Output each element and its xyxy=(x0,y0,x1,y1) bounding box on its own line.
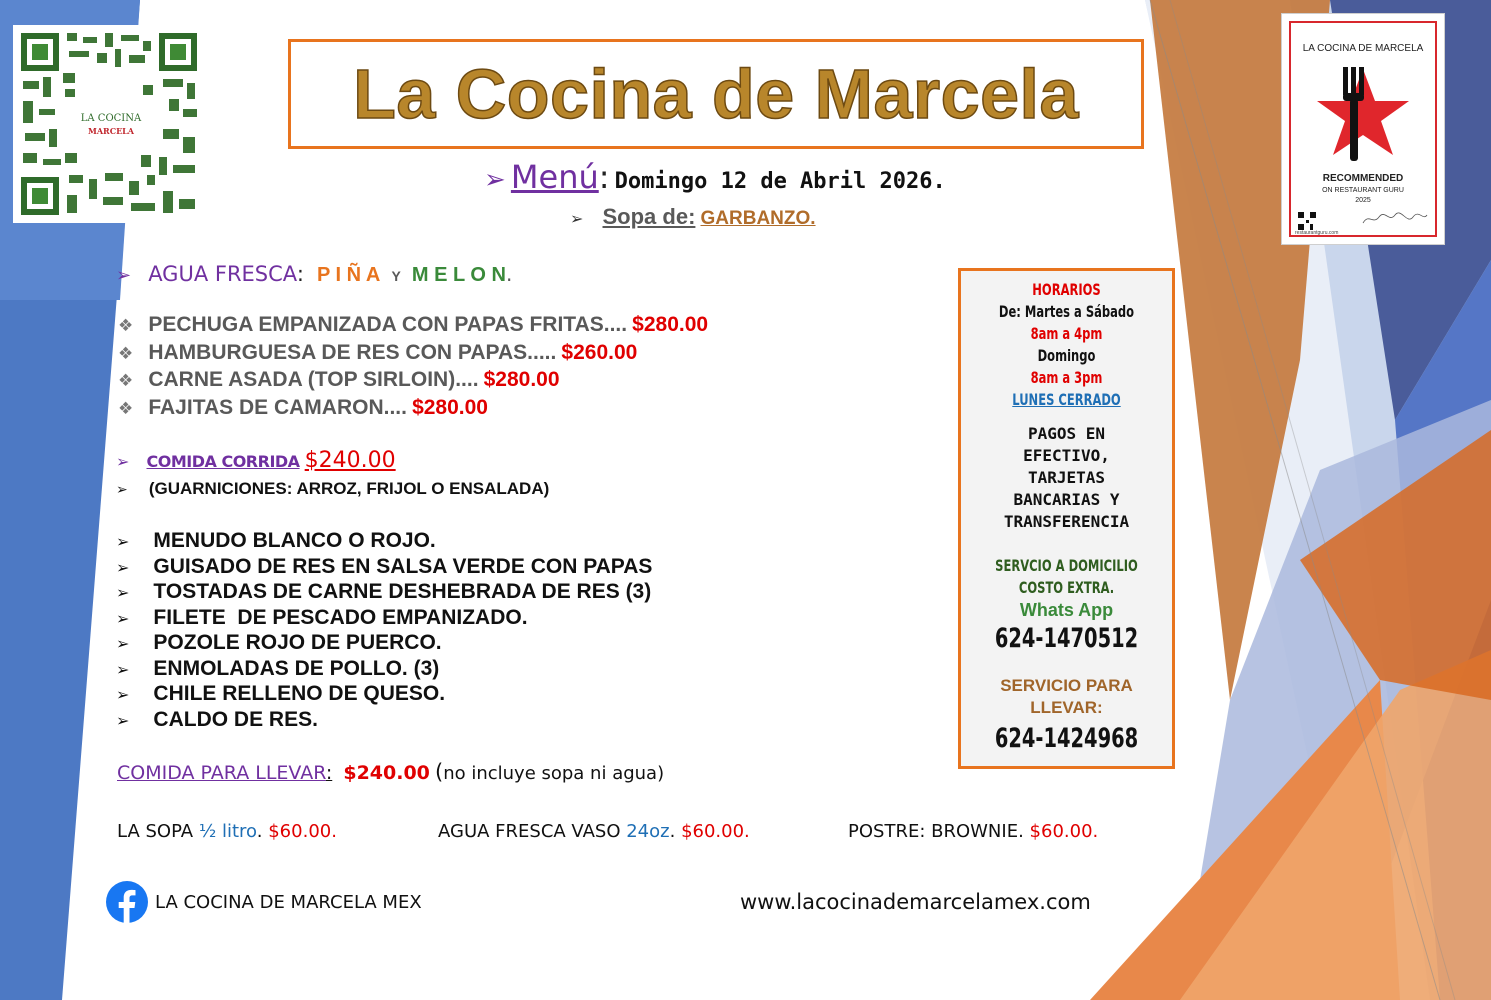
agua-label: AGUA FRESCA xyxy=(148,262,297,286)
dish-item xyxy=(116,631,652,657)
page-title: La Cocina de Marcela xyxy=(353,55,1079,133)
dish-item xyxy=(116,682,652,708)
special-item xyxy=(118,341,708,368)
arrow-icon: ➢ xyxy=(116,659,130,679)
hours-time2: 8am a 3pm xyxy=(1030,368,1103,387)
soup-value: GARBANZO. xyxy=(700,208,816,229)
llevar-label: COMIDA PARA LLEVAR xyxy=(117,762,326,784)
hours-closed: LUNES CERRADO xyxy=(1012,390,1121,409)
special-item xyxy=(118,368,708,396)
llevar-note: no incluye sopa ni agua) xyxy=(443,763,665,784)
extras-sopa: LA SOPA ½ litro. $60.00. xyxy=(117,821,337,842)
qr-logo-line2: MARCELA xyxy=(87,126,134,136)
facebook-link[interactable] xyxy=(106,881,422,923)
agua-vaso-label: AGUA FRESCA VASO xyxy=(438,821,621,842)
soup-line xyxy=(570,204,816,230)
postre-price: $60.00. xyxy=(1029,821,1099,842)
payments-line: BANCARIAS Y xyxy=(1013,490,1120,509)
delivery-line2: COSTO EXTRA. xyxy=(1018,578,1115,597)
hours-days1: De: Martes a Sábado xyxy=(998,302,1135,321)
dish-item xyxy=(116,657,652,683)
payments-line: EFECTIVO, xyxy=(1023,446,1110,465)
dish-name: ENMOLADAS DE POLLO. (3) xyxy=(153,656,440,680)
garniciones-line xyxy=(116,479,549,499)
hours-title: HORARIOS xyxy=(1032,280,1101,299)
agua-flavor-melon: M E L O N xyxy=(411,264,506,286)
badge-frame xyxy=(1289,21,1437,237)
llevar-price: $240.00 xyxy=(343,762,430,784)
badge-recommended: RECOMMENDED xyxy=(1322,173,1404,184)
special-name: FAJITAS DE CAMARON.... xyxy=(148,396,407,419)
specials-list xyxy=(118,313,708,423)
dish-name: CALDO DE RES. xyxy=(153,707,318,731)
arrow-icon: ➢ xyxy=(116,265,132,286)
menu-date-line xyxy=(484,158,946,196)
arrow-icon: ➢ xyxy=(116,557,130,577)
menu-date: Domingo 12 de Abril 2026. xyxy=(614,169,946,194)
agua-flavor-pina: P I Ñ A xyxy=(316,264,381,286)
special-price: $260.00 xyxy=(561,341,638,364)
agua-and: Y xyxy=(391,268,401,284)
special-item xyxy=(118,313,708,341)
dish-item xyxy=(116,529,652,555)
special-item xyxy=(118,396,708,423)
comida-corrida-line xyxy=(116,448,396,473)
arrow-icon: ➢ xyxy=(116,452,130,471)
delivery-line1: SERVCIO A DOMICILIO xyxy=(995,556,1138,575)
takeout-block xyxy=(961,675,1172,719)
dishes-list xyxy=(116,529,652,733)
arrow-icon: ➢ xyxy=(116,608,130,628)
dish-name: GUISADO DE RES EN SALSA VERDE CON PAPAS xyxy=(153,554,653,578)
dish-item xyxy=(116,606,652,632)
extras-postre xyxy=(848,821,1098,842)
whatsapp-label: Whats App xyxy=(1019,600,1114,620)
comida-corrida-price: $240.00 xyxy=(304,448,396,473)
whatsapp-phone[interactable]: 624-1470512 xyxy=(994,623,1139,654)
payments-block xyxy=(961,423,1172,533)
payments-line: TRANSFERENCIA xyxy=(1003,512,1130,531)
takeout-phone[interactable]: 624-1424968 xyxy=(994,723,1139,754)
diamond-bullet-icon: ❖ xyxy=(118,344,134,364)
fork-star-icon xyxy=(1313,63,1413,163)
badge-site: restaurantguru.com xyxy=(1295,230,1339,236)
menu-colon: : xyxy=(598,158,610,196)
dish-item xyxy=(116,555,652,581)
llevar-paren: ( xyxy=(434,760,444,784)
special-name: PECHUGA EMPANIZADA CON PAPAS FRITAS.... xyxy=(148,313,628,336)
qr-code[interactable] xyxy=(13,25,205,223)
special-price: $280.00 xyxy=(412,396,488,419)
arrow-icon: ➢ xyxy=(116,710,130,730)
website-link[interactable]: www.lacocinademarcelamex.com xyxy=(740,890,1091,914)
arrow-icon: ➢ xyxy=(570,209,584,228)
hours-time1: 8am a 4pm xyxy=(1030,324,1103,343)
signature-icon xyxy=(1361,211,1429,227)
arrow-icon: ➢ xyxy=(116,634,130,653)
badge-name: LA COCINA DE MARCELA xyxy=(1302,43,1424,54)
extras-agua: AGUA FRESCA VASO 24oz. $60.00. xyxy=(438,821,750,842)
facebook-label: LA COCINA DE MARCELA MEX xyxy=(155,891,422,913)
payments-line: PAGOS EN xyxy=(1027,424,1106,443)
arrow-icon: ➢ xyxy=(484,165,506,195)
payments-line: TARJETAS xyxy=(1027,468,1106,487)
takeout-line: SERVICIO PARA xyxy=(1000,676,1133,695)
garniciones-text: (GUARNICIONES: ARROZ, FRIJOL O ENSALADA) xyxy=(148,479,550,498)
agua-fresca-line xyxy=(116,262,512,287)
dish-name: TOSTADAS DE CARNE DESHEBRADA DE RES (3) xyxy=(153,580,652,603)
sopa-size: ½ litro xyxy=(198,821,257,842)
diamond-bullet-icon: ❖ xyxy=(118,371,134,391)
hours-days2: Domingo xyxy=(1037,346,1096,365)
comida-corrida-label: COMIDA CORRIDA xyxy=(146,452,300,471)
agua-dot: . xyxy=(505,262,513,286)
dish-item xyxy=(116,708,652,734)
badge-qr-icon xyxy=(1297,211,1317,231)
arrow-icon: ➢ xyxy=(116,583,130,602)
facebook-icon xyxy=(106,881,148,923)
badge-year: 2025 xyxy=(1355,197,1371,204)
diamond-bullet-icon: ❖ xyxy=(118,399,134,419)
llevar-line xyxy=(117,760,664,784)
special-name: CARNE ASADA (TOP SIRLOIN).... xyxy=(148,368,479,391)
badge-on: ON RESTAURANT GURU xyxy=(1322,187,1404,194)
postre-label: POSTRE: BROWNIE. xyxy=(848,821,1024,842)
arrow-icon: ➢ xyxy=(116,532,130,551)
arrow-icon: ➢ xyxy=(116,685,130,704)
menu-label: Menú xyxy=(510,158,599,196)
dish-item xyxy=(116,580,652,606)
sopa-label: LA SOPA xyxy=(117,821,194,842)
arrow-icon: ➢ xyxy=(116,482,128,498)
dish-name: POZOLE ROJO DE PUERCO. xyxy=(153,631,442,654)
special-price: $280.00 xyxy=(483,368,560,391)
agua-vaso-size: 24oz xyxy=(626,821,670,842)
qr-logo xyxy=(75,113,147,137)
takeout-line: LLEVAR: xyxy=(1030,698,1103,717)
agua-vaso-price: $60.00. xyxy=(681,821,750,842)
title-box xyxy=(288,39,1144,149)
dish-name: CHILE RELLENO DE QUESO. xyxy=(153,682,446,705)
sopa-price: $60.00. xyxy=(268,821,337,842)
diamond-bullet-icon: ❖ xyxy=(118,316,134,336)
agua-colon: : xyxy=(296,262,304,286)
restaurant-guru-badge[interactable] xyxy=(1281,13,1445,245)
qr-logo-line1: LA COCINA xyxy=(80,113,142,124)
special-price: $280.00 xyxy=(632,313,709,336)
special-name: HAMBURGUESA DE RES CON PAPAS..... xyxy=(148,341,557,364)
hours-panel xyxy=(958,268,1175,769)
dish-name: FILETE DE PESCADO EMPANIZADO. xyxy=(153,605,528,629)
soup-label: Sopa de: xyxy=(602,204,696,229)
llevar-colon: : xyxy=(325,762,333,784)
dish-name: MENUDO BLANCO O ROJO. xyxy=(153,529,436,552)
